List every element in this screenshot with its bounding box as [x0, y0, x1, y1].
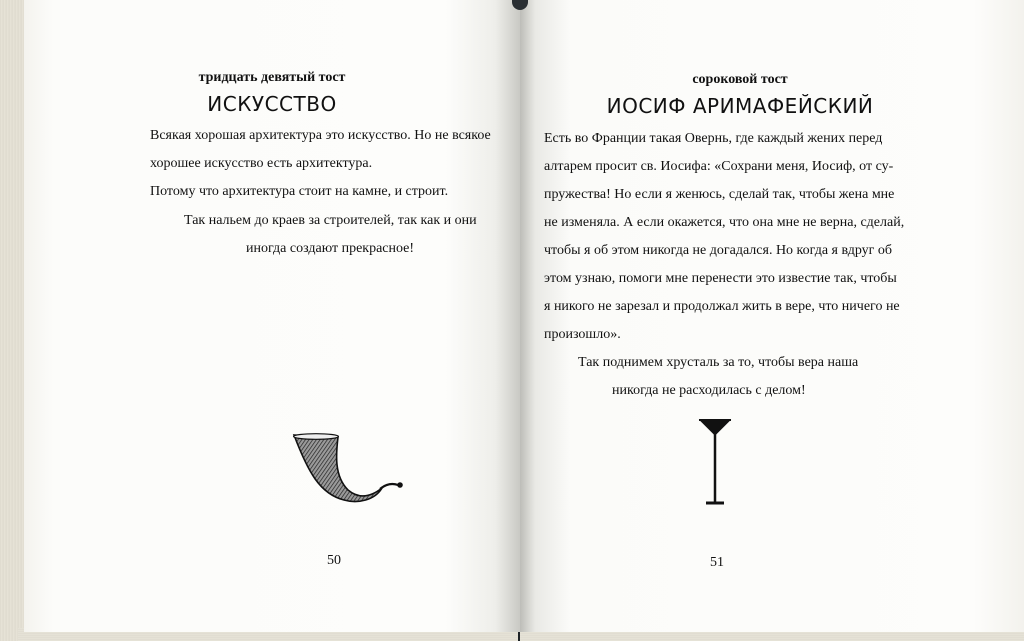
- page-edges-left: [0, 0, 26, 641]
- right-page-title: ИОСИФ АРИМАФЕЙСКИЙ: [606, 94, 874, 118]
- right-text-line: пружества! Но если я женюсь, сделай так, чтобы жена мне: [544, 187, 895, 202]
- left-page-title: ИСКУССТВО: [207, 92, 337, 116]
- left-text-line: Всякая хорошая архитектура это искусство. Но не всякое: [150, 128, 491, 143]
- right-text-line: этом узнаю, помоги мне перенести это известие так, чтобы: [544, 271, 897, 286]
- right-text-line: никогда не расходилась с делом!: [612, 383, 806, 398]
- right-text-line: чтобы я об этом никогда не догадался. Но когда я вдруг об: [544, 243, 893, 258]
- right-page-number: 51: [710, 555, 724, 570]
- right-text-line: Есть во Франции такая Овернь, где каждый жених перед: [544, 131, 883, 146]
- drinking-horn-icon: [292, 432, 412, 506]
- right-page: [520, 0, 1024, 632]
- stemmed-glass-icon: [695, 414, 735, 508]
- left-text-line: Потому что архитектура стоит на камне, и строит.: [150, 184, 449, 199]
- right-toast-label: сороковой тост: [692, 72, 788, 87]
- left-text-line: Так нальем до краев за строителей, так как и они: [184, 213, 477, 228]
- right-text-line: Так поднимем хрусталь за то, чтобы вера наша: [578, 355, 859, 370]
- right-text-line: алтарем просит св. Иосифа: «Сохрани меня, Иосиф, от су-: [544, 159, 894, 174]
- left-toast-label: тридцать девятый тост: [198, 70, 346, 85]
- right-text-line: не изменяла. А если окажется, что она мне не верна, сделай,: [544, 215, 905, 230]
- right-text-line: произошло».: [544, 327, 621, 342]
- left-page: [24, 0, 520, 632]
- left-page-number: 50: [327, 553, 341, 568]
- left-text-line: хорошее искусство есть архитектура.: [150, 156, 373, 171]
- right-text-line: я никого не зарезал и продолжал жить в вере, что ничего не: [544, 299, 900, 314]
- left-text-line: иногда создают прекрасное!: [246, 241, 415, 256]
